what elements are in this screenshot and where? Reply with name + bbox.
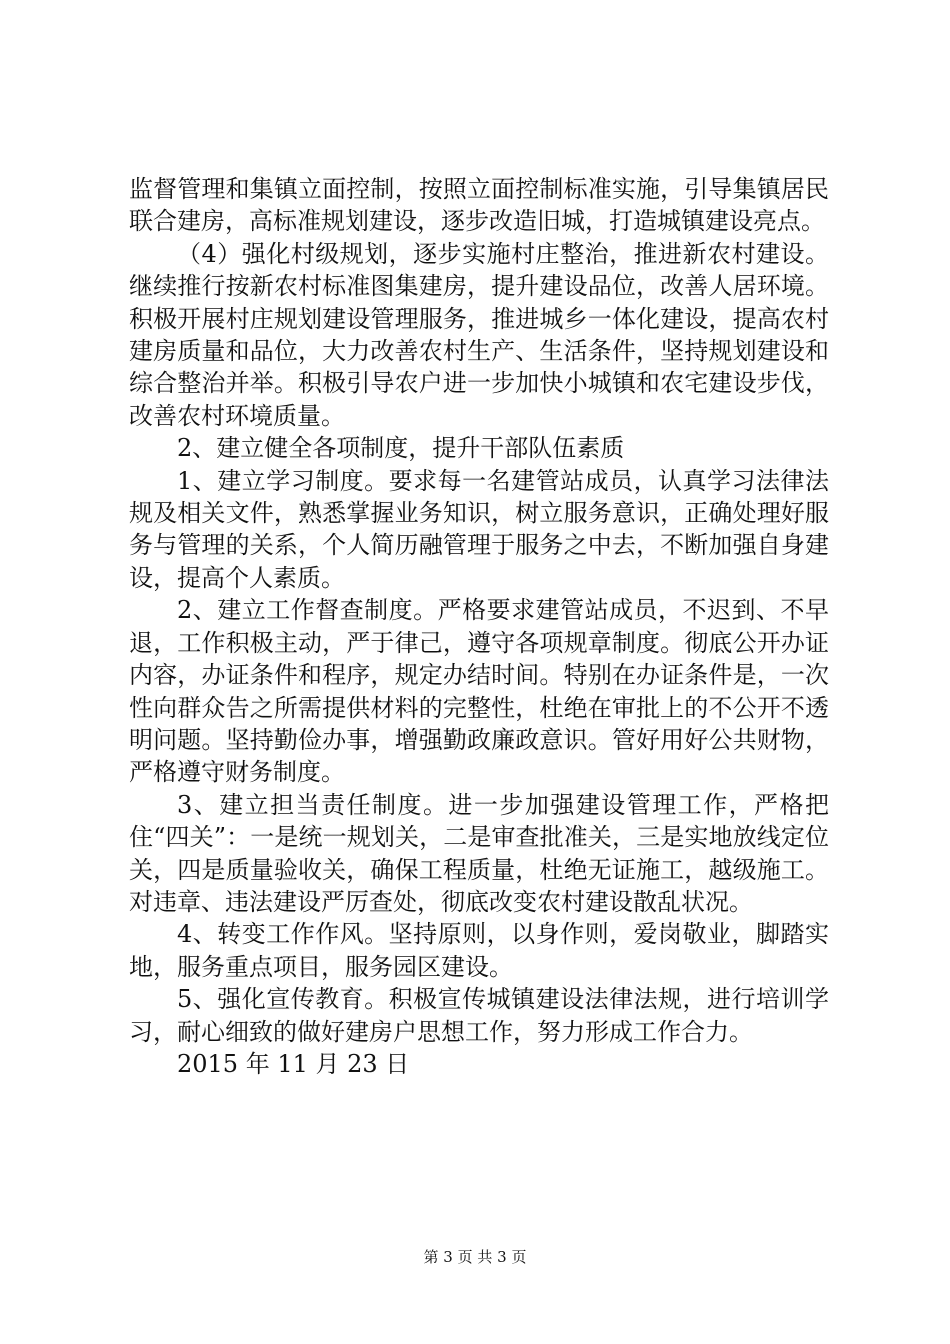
paragraph-3: 1、建立学习制度。要求每一名建管站成员，认真学习法律法规及相关文件，熟悉掌握业务知识，树立服务意识，正确处理好服务与管理的关系，个人简历融管理于服务之中去，不断加强自身建设，提高个人素质。 bbox=[129, 466, 829, 592]
paragraph-7: 5、强化宣传教育。积极宣传城镇建设法律法规，进行培训学习，耐心细致的做好建房户思想工作，努力形成工作合力。 bbox=[129, 985, 829, 1046]
paragraph-5: 3、建立担当责任制度。进一步加强建设管理工作，严格把住“四关”：一是统一规划关，二是审查批准关，三是实地放线定位关，四是质量验收关，确保工程质量，杜绝无证施工，越级施工。对违章、违法建设严厉查处，彻底改变农村建设散乱状况。 bbox=[129, 790, 829, 916]
paragraph-1: 监督管理和集镇立面控制，按照立面控制标准实施，引导集镇居民联合建房，高标准规划建设，逐步改造旧城，打造城镇建设亮点。 bbox=[129, 175, 829, 236]
document-date: 2015 年 11 月 23 日 bbox=[177, 1049, 410, 1078]
section-heading: 2、建立健全各项制度，提升干部队伍素质 bbox=[177, 434, 625, 463]
page-footer: 第 3 页 共 3 页 bbox=[423, 1248, 527, 1266]
paragraph-2: （4）强化村级规划，逐步实施村庄整治，推进新农村建设。继续推行按新农村标准图集建房，提升建设品位，改善人居环境。积极开展村庄规划建设管理服务，推进城乡一体化建设，提高农村建房质量和品位，大力改善农村生产、生活条件，坚持规划建设和综合整治并举。积极引导农户进一步加快小城镇和农宅建设步伐，改善农村环境质量。 bbox=[129, 239, 829, 430]
paragraph-6: 4、转变工作作风。坚持原则，以身作则，爱岗敬业，脚踏实地，服务重点项目，服务园区建设。 bbox=[129, 920, 829, 981]
paragraph-4: 2、建立工作督查制度。严格要求建管站成员，不迟到、不早退，工作积极主动，严于律己，遵守各项规章制度。彻底公开办证内容，办证条件和程序，规定办结时间。特别在办证条件是，一次性向群众告之所需提供材料的完整性，杜绝在审批上的不公开不透明问题。坚持勤俭办事，增强勤政廉政意识。管好用好公共财物，严格遵守财务制度。 bbox=[129, 596, 829, 787]
document-body bbox=[129, 173, 829, 1080]
